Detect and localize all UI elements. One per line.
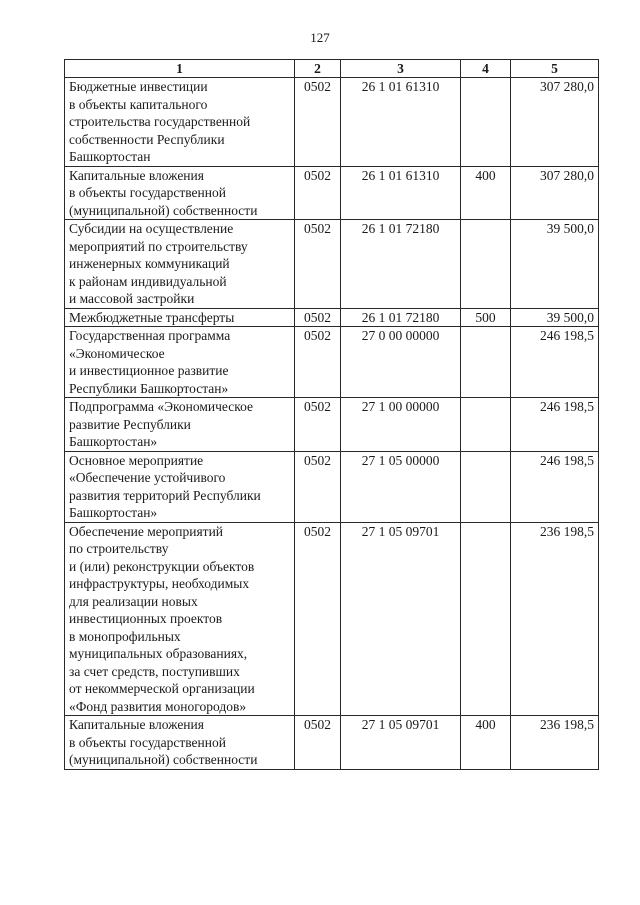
row-target-cell: 26 1 01 72180 [341,220,461,309]
row-section-cell: 0502 [295,522,341,716]
row-name-line: Государственная программа [69,328,231,343]
table-row [65,220,599,309]
row-name-line: инвестиционных проектов [69,611,223,626]
row-section-cell: 0502 [295,220,341,309]
row-name-line: Капитальные вложения [69,167,204,183]
row-kind-cell: 400 [461,716,511,770]
table-row [65,78,599,167]
row-name-cell [65,716,295,770]
header-col-1: 1 [65,60,295,78]
budget-table [64,59,599,770]
row-kind-cell [461,398,511,452]
header-col-4: 4 [461,60,511,78]
row-target-cell: 27 1 05 09701 [341,522,461,716]
row-target-cell: 27 1 05 09701 [341,716,461,770]
table-body [65,78,599,770]
table-row [65,327,599,398]
row-name-line: в объекты государственной [69,734,226,750]
row-name-line: муниципальных образованиях, [69,646,248,661]
row-name-line: к районам индивидуальной [69,273,227,289]
row-name-cell [65,166,295,220]
row-target-cell: 26 1 01 61310 [341,78,461,167]
row-name-line: Подпрограмма «Экономическое [69,399,254,414]
row-amount-cell: 246 198,5 [511,398,599,452]
row-name-cell [65,327,295,398]
table-row [65,398,599,452]
row-name-line: Капитальные вложения [69,717,204,732]
row-amount-cell: 236 198,5 [511,522,599,716]
row-name-line: Межбюджетные трансферты [69,309,235,325]
table-header-row [65,60,599,78]
row-name-line: в объекты государственной [69,185,226,200]
row-name-cell [65,78,295,167]
header-col-5: 5 [511,60,599,78]
row-name-line: Башкортостан» [69,434,158,449]
row-name-line: и инвестиционное развитие [69,363,229,378]
row-name-line: Основное мероприятие [69,452,204,468]
table-row [65,166,599,220]
row-section-cell: 0502 [295,398,341,452]
row-name-line: Республики Башкортостан» [69,380,229,396]
row-name-line: развитие Республики [69,416,191,432]
table-row [65,522,599,716]
row-section-cell: 0502 [295,451,341,522]
row-name-cell [65,308,295,327]
row-kind-cell [461,327,511,398]
table-row [65,451,599,522]
row-section-cell: 0502 [295,716,341,770]
page-number: 127 [310,30,330,45]
row-name-line: «Экономическое [69,345,165,361]
row-amount-cell: 236 198,5 [511,716,599,770]
row-name-line: Обеспечение мероприятий [69,523,224,539]
row-name-line: Башкортостан» [69,505,158,520]
row-name-line: за счет средств, поступивших [69,663,240,679]
row-name-line: Субсидии на осуществление [69,221,234,236]
row-name-line: и (или) реконструкции объектов [69,558,255,574]
header-col-3: 3 [341,60,461,78]
row-name-line: развития территорий Республики [69,487,261,503]
row-kind-cell [461,522,511,716]
row-name-line: (муниципальной) собственности [69,202,258,218]
row-name-cell [65,451,295,522]
row-name-line: в объекты капитального [69,96,208,112]
row-name-line: «Фонд развития моногородов» [69,698,247,714]
table-row [65,716,599,770]
row-name-cell [65,398,295,452]
row-name-line: мероприятий по строительству [69,238,248,254]
row-kind-cell [461,78,511,167]
row-amount-cell: 307 280,0 [511,78,599,167]
header-col-2: 2 [295,60,341,78]
row-kind-cell [461,451,511,522]
row-name-cell [65,220,295,309]
row-name-line: «Обеспечение устойчивого [69,470,226,485]
table-row [65,308,599,327]
row-name-line: Бюджетные инвестиции [69,79,208,94]
row-name-line: собственности Республики [69,131,225,147]
row-amount-cell: 39 500,0 [511,220,599,309]
row-name-line: в монопрофильных [69,628,181,644]
row-kind-cell [461,220,511,309]
row-section-cell: 0502 [295,308,341,327]
row-target-cell: 27 1 05 00000 [341,451,461,522]
row-kind-cell: 500 [461,308,511,327]
row-section-cell: 0502 [295,166,341,220]
row-name-line: инфраструктуры, необходимых [69,576,250,591]
row-target-cell: 26 1 01 72180 [341,308,461,327]
row-target-cell: 27 1 00 00000 [341,398,461,452]
row-target-cell: 26 1 01 61310 [341,166,461,220]
row-name-cell [65,522,295,716]
row-section-cell: 0502 [295,327,341,398]
row-name-line: строительства государственной [69,114,251,129]
row-target-cell: 27 0 00 00000 [341,327,461,398]
row-name-line: Башкортостан [69,149,151,164]
row-name-line: и массовой застройки [69,291,195,306]
row-name-line: для реализации новых [69,593,198,609]
row-name-line: (муниципальной) собственности [69,752,258,767]
row-name-line: инженерных коммуникаций [69,256,230,271]
row-amount-cell: 246 198,5 [511,327,599,398]
row-amount-cell: 307 280,0 [511,166,599,220]
row-amount-cell: 246 198,5 [511,451,599,522]
row-section-cell: 0502 [295,78,341,167]
row-name-line: от некоммерческой организации [69,681,255,696]
row-amount-cell: 39 500,0 [511,308,599,327]
row-name-line: по строительству [69,541,169,556]
row-kind-cell: 400 [461,166,511,220]
